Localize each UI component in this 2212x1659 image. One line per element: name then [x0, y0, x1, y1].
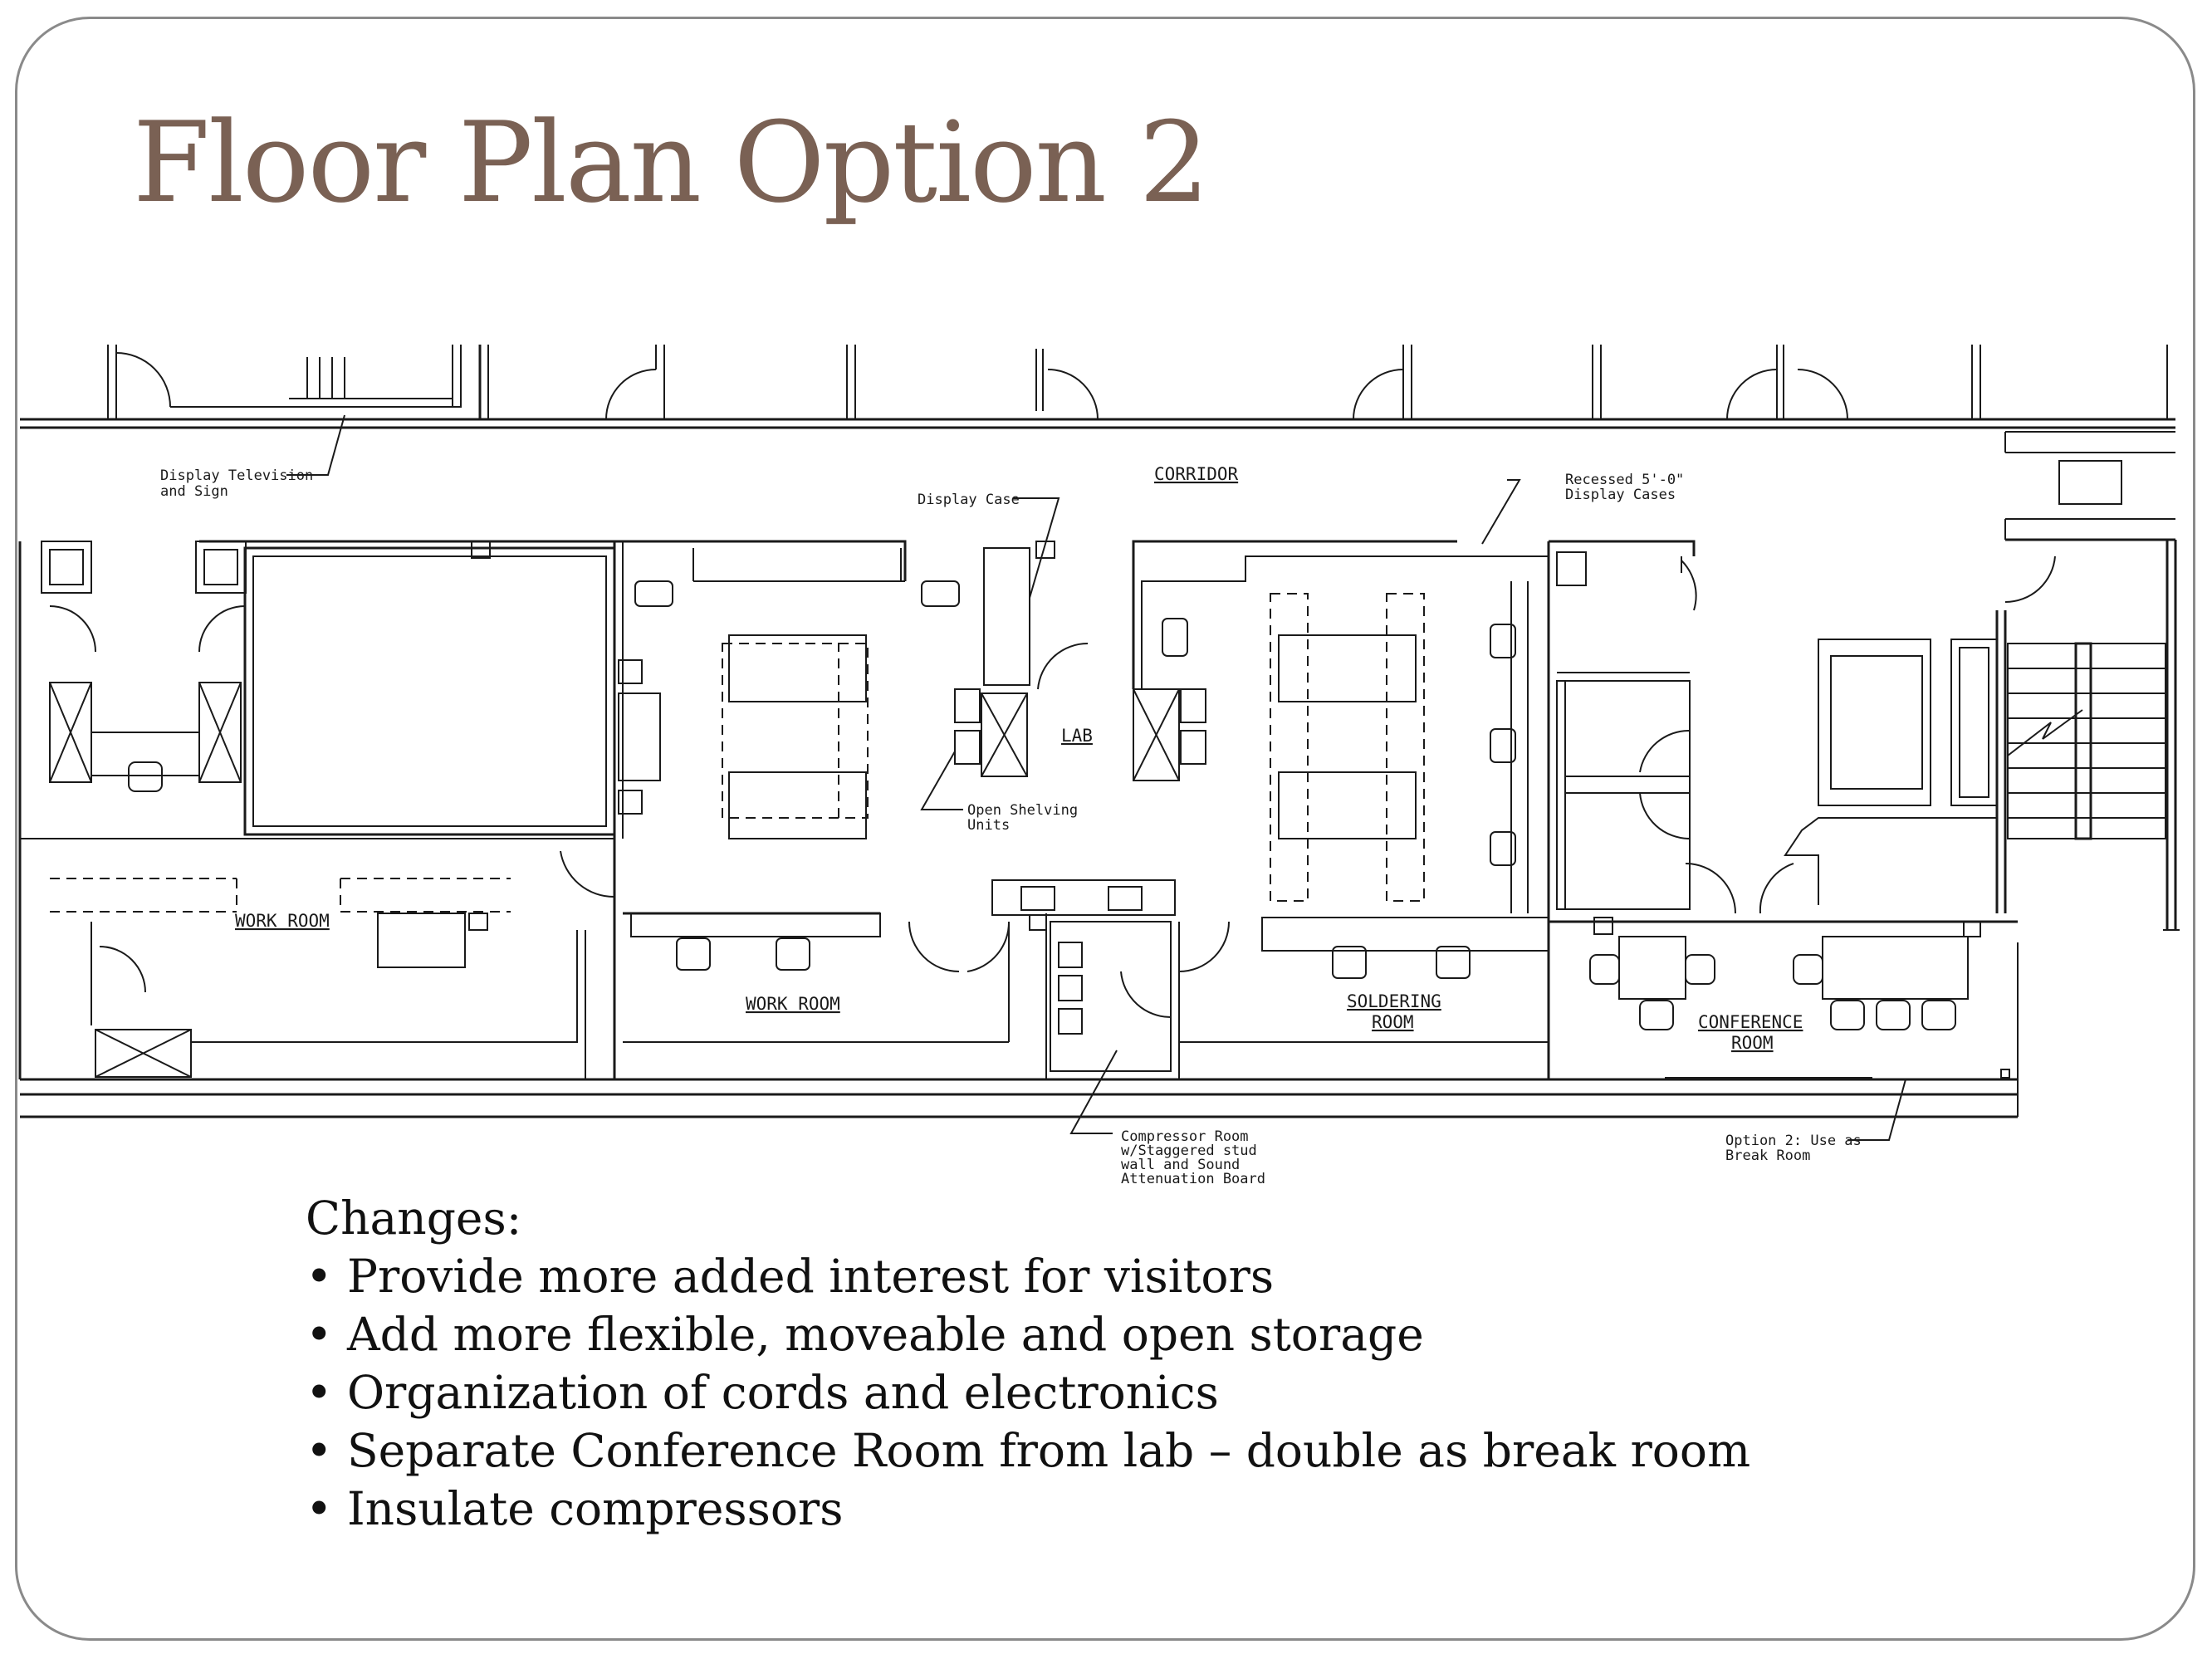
label-conference-2: ROOM	[1731, 1033, 1774, 1053]
label-open-shelving-2: Units	[967, 817, 1011, 834]
changes-list	[306, 1189, 1883, 1538]
label-option2-2: Break Room	[1725, 1148, 1811, 1164]
label-lab: LAB	[1061, 726, 1093, 746]
label-corridor: CORRIDOR	[1154, 464, 1239, 484]
changes-items	[306, 1247, 1883, 1538]
change-item: • Separate Conference Room from lab – double as break room	[306, 1422, 1883, 1480]
change-item: • Organization of cords and electronics	[306, 1363, 1883, 1422]
label-compressor-1: Compressor Room	[1121, 1128, 1249, 1145]
left-work-room	[20, 541, 614, 1079]
label-open-shelving-1: Open Shelving	[967, 802, 1079, 819]
label-compressor-2: w/Staggered stud	[1121, 1143, 1257, 1159]
label-soldering-2: ROOM	[1372, 1012, 1414, 1032]
label-work-room-center: WORK ROOM	[746, 994, 840, 1014]
label-conference-1: CONFERENCE	[1698, 1012, 1803, 1032]
label-work-room-left: WORK ROOM	[235, 911, 330, 931]
label-recessed-2: Display Cases	[1565, 487, 1676, 503]
lower-rooms	[623, 880, 1549, 1079]
callout-leaders	[286, 415, 1906, 1140]
right-block	[1549, 432, 2180, 1078]
label-option2-1: Option 2: Use as	[1725, 1133, 1862, 1149]
label-display-case: Display Case	[918, 492, 1020, 508]
label-compressor-4: Attenuation Board	[1121, 1171, 1265, 1187]
changes-heading: Changes:	[306, 1192, 522, 1245]
label-soldering-1: SOLDERING	[1347, 991, 1441, 1011]
label-display-tv-2: and Sign	[160, 483, 228, 500]
label-display-tv-1: Display Television	[160, 467, 314, 484]
change-item: • Provide more added interest for visitors	[306, 1247, 1883, 1305]
change-item: • Add more flexible, moveable and open storage	[306, 1305, 1883, 1363]
top-wall	[20, 345, 2175, 428]
change-item: • Insulate compressors	[306, 1480, 1883, 1538]
label-recessed-1: Recessed 5'-0"	[1565, 472, 1685, 488]
slide-title: Floor Plan Option 2	[133, 98, 1208, 228]
label-compressor-3: wall and Sound	[1121, 1157, 1241, 1173]
